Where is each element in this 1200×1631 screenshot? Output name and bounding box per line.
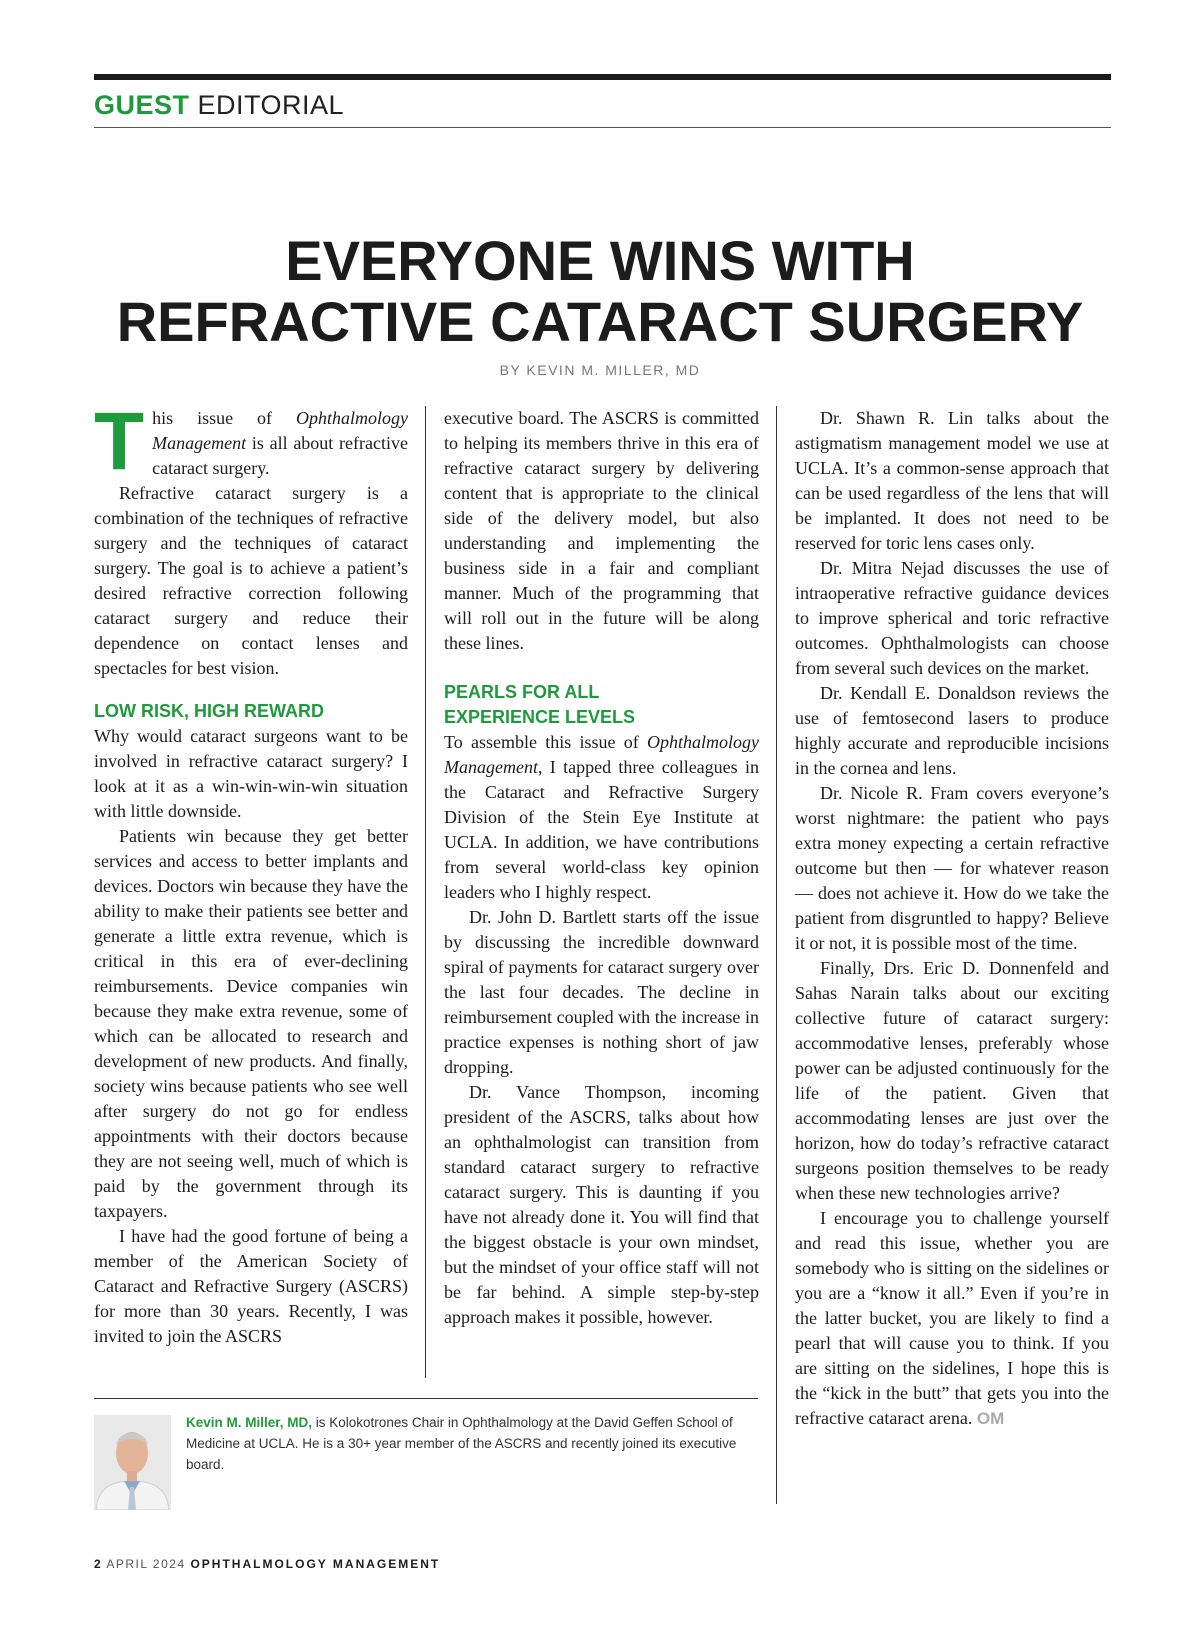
paragraph: Finally, Drs. Eric D. Donnenfeld and Sahas Narain talks about our exciting collective future of cataract surgery: accommodative lenses, preferably whose power can be adjusted continuously for the life of the patient. Given that accommodating lenses are just over the horizon, how do today’s refractive cataract surgeons position themselves to be ready when these new technologies arrive? — [795, 958, 1109, 1203]
subheading-pearls: PEARLS FOR ALL EXPERIENCE LEVELS — [444, 682, 636, 727]
top-rule — [94, 74, 1111, 80]
byline: BY KEVIN M. MILLER, MD — [499, 362, 701, 378]
paragraph: I have had the good fortune of being a member of the American Society of Cataract and Refractive Surgery (ASCRS) for more than 30 years. Recently, I was invited to join the ASCRS — [94, 1226, 408, 1346]
paragraph: Why would cataract surgeons want to be involved in refractive cataract surgery? I look at it as a win-win-win-win situation with little downside. — [94, 726, 408, 821]
paragraph: Dr. Kendall E. Donaldson reviews the use of femtosecond lasers to produce highly accurate and reproducible incisions in the cornea and lens. — [795, 683, 1109, 778]
article-column-1 — [94, 396, 408, 1349]
section-label-bold: GUEST — [94, 90, 190, 120]
article-title-line-2: REFRACTIVE CATARACT SURGERY — [116, 290, 1084, 353]
page-number: 2 — [94, 1557, 103, 1571]
paragraph-text: is all about refractive cataract surgery. — [152, 433, 408, 478]
subheading-low-risk: LOW RISK, HIGH REWARD — [94, 701, 324, 721]
section-label — [94, 90, 344, 121]
header-rule — [94, 127, 1111, 128]
author-bio — [186, 1412, 746, 1475]
paragraph-text: , I tapped three colleagues in the Cataract and Refractive Surgery Division of the Stein Eye Institute at UCLA. In addition, we have contributions from several world-class key opinion leaders who I highly respect. — [444, 757, 759, 902]
paragraph — [94, 396, 408, 487]
issue-date: APRIL 2024 — [106, 1557, 186, 1571]
paragraph: Dr. Nicole R. Fram covers everyone’s worst nightmare: the patient who pays extra money expecting a certain refractive outcome but then — for whatever reason — does not achieve it. How do we take the patient from disgruntled to happy? Believe it or not, it is possible most of the time. — [795, 783, 1109, 953]
paragraph — [795, 1206, 1109, 1431]
article-column-2 — [444, 406, 759, 1330]
drop-cap: T — [94, 396, 145, 487]
paragraph: Patients win because they get better services and access to better implants and devices. Doctors win because they have the ability to make their patients see better and generate a little extra revenue, which is critical in this era of ever-declining reimbursements. Device companies win because they make extra revenue, some of which can be allocated to research and development of new products. And finally, society wins because patients who see well after surgery do not go for endless appointments with their doctors because they are not seeing well, much of which is paid by the government through its taxpayers. — [94, 826, 408, 1221]
page-footer — [94, 1557, 440, 1571]
paragraph-text: I encourage you to challenge yourself and read this issue, whether you are somebody who is sitting on the sidelines or you are a “know it all.” Even if you’re in the latter bucket, you are likely to find a pearl that will cause you to think. If you are sitting on the sidelines, I hope this is the “kick in the butt” that gets you into the refractive cataract arena. — [795, 1208, 1109, 1428]
magazine-name: OPHTHALMOLOGY MANAGEMENT — [190, 1557, 441, 1571]
column-divider — [776, 406, 777, 1504]
paragraph-text: To assemble this issue of — [444, 732, 647, 752]
author-photo — [94, 1415, 171, 1510]
section-label-rest: EDITORIAL — [197, 90, 345, 120]
article-column-3 — [795, 406, 1109, 1431]
author-name: Kevin M. Miller, MD, — [186, 1415, 313, 1430]
publication-name: Ophthalmology Management — [152, 408, 408, 453]
paragraph: executive board. The ASCRS is committed to helping its members thrive in this era of refractive cataract surgery by delivering content that is appropriate to the clinical side of the delivery model, but also understanding and implementing the business side in a fair and compliant manner. Much of the programming that will roll out in the future will be along these lines. — [444, 408, 759, 653]
publication-name: Ophthalmology Management — [444, 732, 759, 777]
paragraph-text: his issue of — [152, 408, 296, 428]
paragraph — [444, 730, 759, 905]
paragraph: Dr. Mitra Nejad discusses the use of intraoperative refractive guidance devices to improve spherical and toric refractive outcomes. Ophthalmologists can choose from several such devices on the market. — [795, 558, 1109, 678]
article-title-line-1: EVERYONE WINS WITH — [285, 229, 915, 292]
bio-rule — [94, 1398, 758, 1399]
paragraph: Dr. Vance Thompson, incoming president of the ASCRS, talks about how an ophthalmologist can transition from standard cataract surgery to refractive cataract surgery. This is daunting if you have not already done it. You will find that the biggest obstacle is your own mindset, but the mindset of your office staff will not be far behind. A simple step-by-step approach makes it possible, however. — [444, 1082, 759, 1327]
paragraph: Dr. Shawn R. Lin talks about the astigmatism management model we use at UCLA. It’s a common-sense approach that can be used regardless of the lens that will be implanted. It does not need to be reserved for toric lens cases only. — [795, 408, 1109, 553]
author-bio-text: is Kolokotrones Chair in Ophthalmology at the David Geffen School of Medicine at UCLA. He is a 30+ year member of the ASCRS and recently joined its executive board. — [186, 1415, 737, 1472]
column-divider — [425, 406, 426, 1378]
paragraph: Dr. John D. Bartlett starts off the issue by discussing the incredible downward spiral of payments for cataract surgery over the last four decades. The decline in reimbursement coupled with the increase in practice expenses is nothing short of jaw dropping. — [444, 907, 759, 1077]
paragraph: Refractive cataract surgery is a combination of the techniques of refractive surgery and the techniques of cataract surgery. The goal is to achieve a patient’s desired refractive correction following cataract surgery and reduce their dependence on contact lenses and spectacles for best vision. — [94, 483, 408, 678]
end-mark: OM — [976, 1409, 1005, 1428]
article-title — [60, 230, 1140, 352]
